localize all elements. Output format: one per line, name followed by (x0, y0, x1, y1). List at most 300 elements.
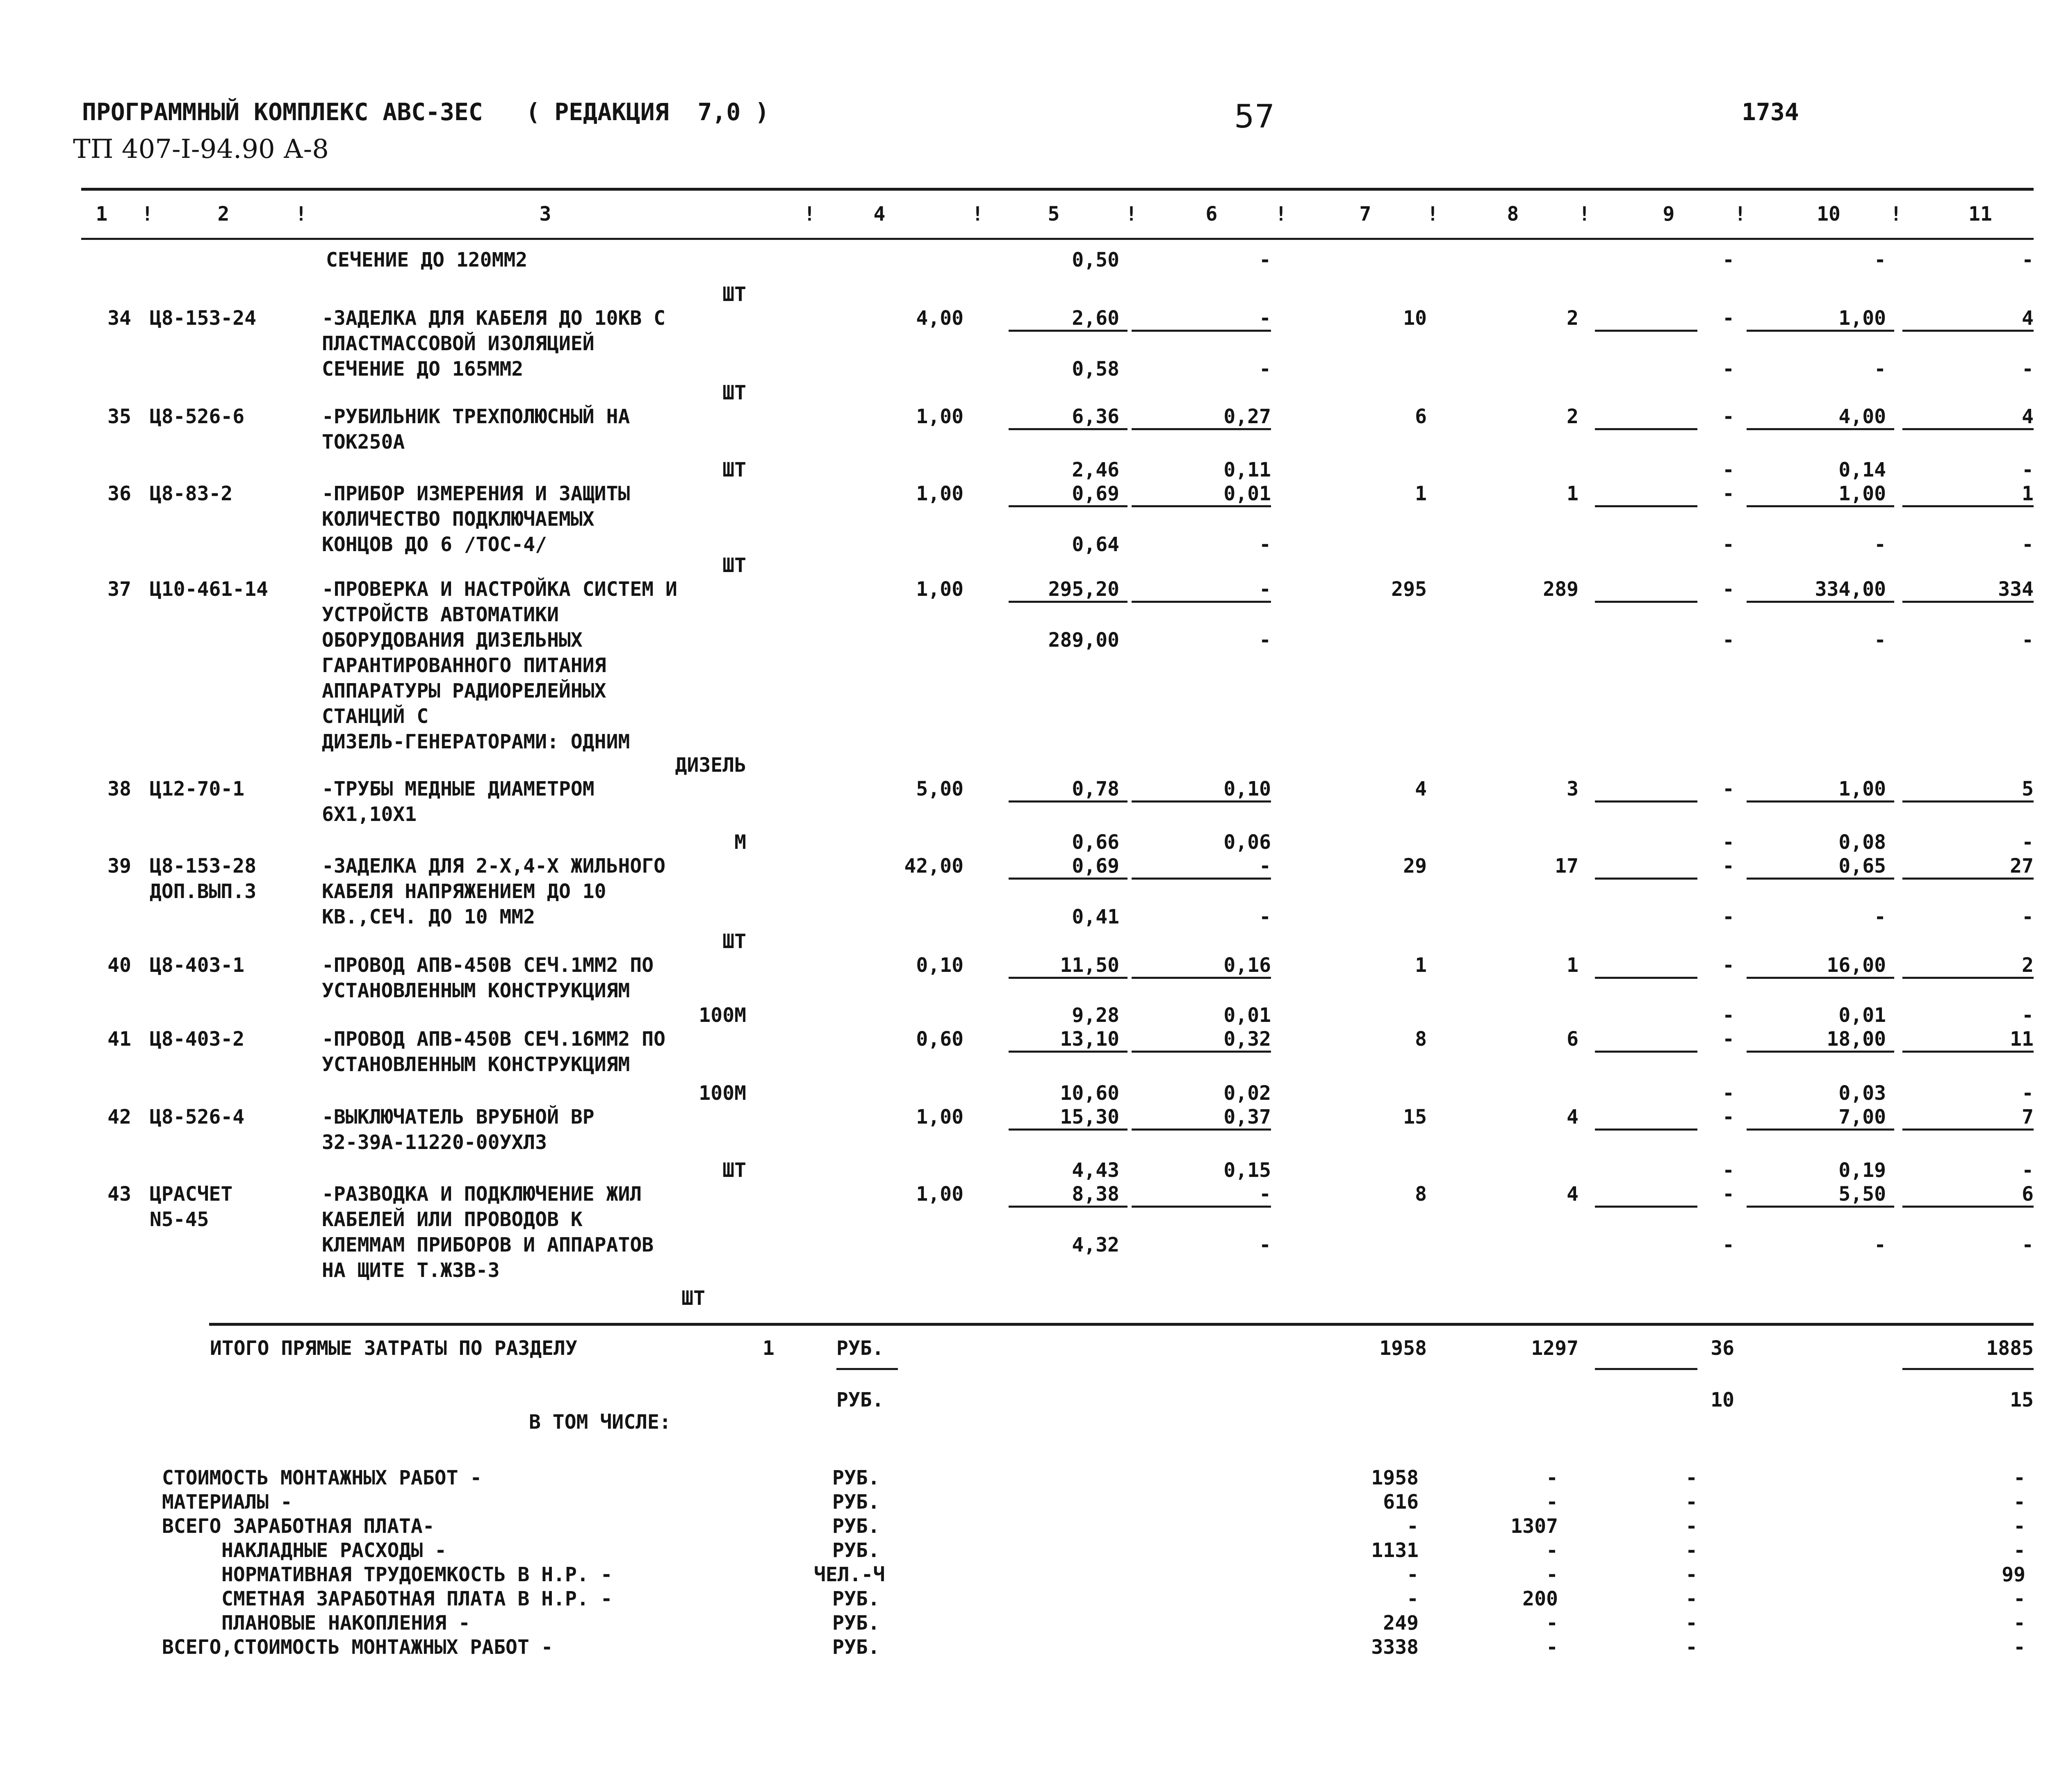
row-description-line: 32-39А-11220-00УХЛ3 (322, 1131, 547, 1154)
summary-c9: - (1686, 1491, 1697, 1514)
row-c9: - (1722, 855, 1734, 878)
row-c9-lower: - (1722, 629, 1734, 652)
row-c5-lower: 0,58 (1072, 358, 1119, 381)
row-c11-rule (1902, 800, 2034, 803)
row-c4: 4,00 (916, 307, 963, 330)
row-c6: - (1259, 578, 1271, 601)
row-description-line: КВ.,СЕЧ. ДО 10 ММ2 (322, 905, 535, 928)
summary-label: СТОИМОСТЬ МОНТАЖНЫХ РАБОТ - (162, 1466, 482, 1489)
summary-label: НАКЛАДНЫЕ РАСХОДЫ - (221, 1539, 447, 1562)
row-c10-rule (1747, 1051, 1894, 1053)
row-code: ЦРАСЧЕТ (150, 1183, 233, 1206)
row-c8: 2 (1567, 405, 1578, 428)
row-c7: 295 (1391, 578, 1427, 601)
totals-c11: 1885 (1986, 1337, 2034, 1360)
row-c9: - (1722, 578, 1734, 601)
row-c5: 295,20 (1048, 578, 1119, 601)
row-description-line: НА ЩИТЕ Т.Ж3В-3 (322, 1259, 500, 1282)
row-c8: 6 (1567, 1028, 1578, 1051)
row-c7: 1 (1415, 954, 1427, 977)
summary-c8: - (1546, 1636, 1558, 1659)
row-c5-rule (1009, 1051, 1128, 1053)
row-c6-rule (1132, 428, 1271, 430)
column-header-5: 5 (1048, 203, 1060, 226)
row-c8: 289 (1543, 578, 1578, 601)
row-extra-c6: 0,06 (1223, 831, 1271, 854)
continuation-c6: - (1259, 249, 1271, 271)
row-extra-c6: 0,02 (1223, 1082, 1271, 1105)
summary-c7: - (1407, 1587, 1419, 1610)
row-c10: 7,00 (1838, 1106, 1886, 1129)
row-c9: - (1722, 482, 1734, 505)
row-unit: 100М (699, 1082, 746, 1105)
row-c5: 0,78 (1072, 777, 1119, 800)
row-unit: ШТ (722, 381, 746, 404)
summary-c8: - (1546, 1612, 1558, 1635)
row-c5-rule (1009, 330, 1128, 332)
row-c6-lower: - (1259, 358, 1271, 381)
row-c9-lower: - (1722, 533, 1734, 556)
column-separator: ! (295, 203, 307, 226)
row-c6-rule (1132, 800, 1271, 803)
row-extra-c9: - (1722, 1082, 1734, 1105)
row-extra-c11: - (2022, 1004, 2034, 1027)
row-unit: ШТ (722, 1159, 746, 1182)
row-c10: 18,00 (1827, 1028, 1886, 1051)
row-description-line: ТОК250А (322, 431, 405, 454)
row-c4: 1,00 (916, 578, 963, 601)
totals-c11-underline (1902, 1368, 2034, 1370)
row-c6-lower: - (1259, 905, 1271, 928)
summary-unit: РУБ. (832, 1466, 880, 1489)
row-description-line: -ВЫКЛЮЧАТЕЛЬ ВРУБНОЙ ВР (322, 1106, 594, 1129)
row-c5-rule (1009, 428, 1128, 430)
totals-c11b: 15 (2010, 1388, 2034, 1411)
row-c10-rule (1747, 1206, 1894, 1208)
row-c9: - (1722, 777, 1734, 800)
column-header-9: 9 (1663, 203, 1675, 226)
row-c6-rule (1132, 1206, 1271, 1208)
row-extra-c11: - (2022, 831, 2034, 854)
row-c10-rule (1747, 977, 1894, 979)
column-separator: ! (1578, 203, 1590, 226)
summary-c8: 1307 (1510, 1515, 1558, 1538)
row-extra-c5: 2,46 (1072, 458, 1119, 481)
summary-c8: - (1546, 1539, 1558, 1562)
row-unit: ШТ (722, 458, 746, 481)
row-c6: - (1259, 307, 1271, 330)
totals-unit-2: РУБ. (836, 1388, 884, 1411)
row-unit: М (734, 831, 746, 854)
row-extra-c6: 0,01 (1223, 1004, 1271, 1027)
summary-label: ВСЕГО,СТОИМОСТЬ МОНТАЖНЫХ РАБОТ - (162, 1636, 553, 1659)
row-number: 35 (107, 405, 131, 428)
row-c6: 0,37 (1223, 1106, 1271, 1129)
row-number: 41 (107, 1028, 131, 1051)
totals-section: 1 (763, 1337, 774, 1360)
totals-c7: 1958 (1379, 1337, 1427, 1360)
row-extra-c5: 0,66 (1072, 831, 1119, 854)
row-c10-lower: - (1874, 358, 1886, 381)
row-c11: 6 (2022, 1183, 2034, 1206)
row-c4: 1,00 (916, 1183, 963, 1206)
row-c7: 1 (1415, 482, 1427, 505)
row-code: ДОП.ВЫП.3 (150, 880, 257, 903)
row-c10: 0,65 (1838, 855, 1886, 878)
row-c9-rule (1595, 800, 1697, 803)
row-c7: 8 (1415, 1028, 1427, 1051)
summary-c11: - (2014, 1539, 2025, 1562)
row-c11: 2 (2022, 954, 2034, 977)
row-c11: 7 (2022, 1106, 2034, 1129)
row-c11-rule (1902, 878, 2034, 880)
row-extra-c10: 0,01 (1838, 1004, 1886, 1027)
summary-label: ПЛАНОВЫЕ НАКОПЛЕНИЯ - (221, 1612, 470, 1635)
row-c8: 17 (1555, 855, 1578, 878)
row-extra-c10: 0,19 (1838, 1159, 1886, 1182)
row-c11-rule (1902, 977, 2034, 979)
summary-c11: - (2014, 1587, 2025, 1610)
row-c9: - (1722, 1028, 1734, 1051)
row-c5-rule (1009, 800, 1128, 803)
row-c5: 0,69 (1072, 855, 1119, 878)
row-c5: 11,50 (1060, 954, 1119, 977)
row-c8: 1 (1567, 954, 1578, 977)
row-c6-lower: - (1259, 1233, 1271, 1256)
sheet-number: 1734 (1742, 98, 1799, 126)
totals-c9b: 10 (1711, 1388, 1734, 1411)
row-description-line: -ЗАДЕЛКА ДЛЯ КАБЕЛЯ ДО 10КВ С (322, 307, 666, 330)
column-header-4: 4 (873, 203, 886, 226)
summary-c7: - (1407, 1515, 1419, 1538)
row-c5-rule (1009, 1206, 1128, 1208)
row-c6: 0,16 (1223, 954, 1271, 977)
summary-c11: - (2014, 1466, 2025, 1489)
row-c6: 0,32 (1223, 1028, 1271, 1051)
row-c9-rule (1595, 977, 1697, 979)
row-code: Ц10-461-14 (150, 578, 268, 601)
row-c7: 4 (1415, 777, 1427, 800)
row-c6-rule (1132, 505, 1271, 507)
row-number: 34 (107, 307, 131, 330)
row-c9-rule (1595, 505, 1697, 507)
summary-c9: - (1686, 1466, 1697, 1489)
row-c5: 8,38 (1072, 1183, 1119, 1206)
column-header-3: 3 (539, 203, 551, 226)
row-c5-rule (1009, 601, 1128, 603)
summary-label: ВСЕГО ЗАРАБОТНАЯ ПЛАТА- (162, 1515, 435, 1538)
row-extra-c11: - (2022, 1159, 2034, 1182)
row-c10: 1,00 (1838, 777, 1886, 800)
column-header-10: 10 (1817, 203, 1840, 226)
continuation-desc: СЕЧЕНИЕ ДО 120ММ2 (326, 249, 528, 271)
totals-c9-underline (1595, 1368, 1697, 1370)
row-c9-lower: - (1722, 358, 1734, 381)
row-description-line: -РАЗВОДКА И ПОДКЛЮЧЕНИЕ ЖИЛ (322, 1183, 642, 1206)
totals-c8: 1297 (1531, 1337, 1578, 1360)
summary-c7: 1131 (1371, 1539, 1419, 1562)
table-top-rule (81, 188, 2034, 191)
summary-c11: - (2014, 1612, 2025, 1635)
summary-c7: 1958 (1371, 1466, 1419, 1489)
row-c11-rule (1902, 1051, 2034, 1053)
summary-c7: 249 (1383, 1612, 1419, 1635)
row-c6-rule (1132, 1129, 1271, 1131)
row-c4: 5,00 (916, 777, 963, 800)
column-separator: ! (1890, 203, 1902, 226)
row-extra-c10: 0,08 (1838, 831, 1886, 854)
row-c4: 1,00 (916, 482, 963, 505)
row-number: 40 (107, 954, 131, 977)
row-c11-rule (1902, 428, 2034, 430)
row-code: Ц8-403-1 (150, 954, 245, 977)
row-c7: 8 (1415, 1183, 1427, 1206)
row-c6: - (1259, 1183, 1271, 1206)
summary-c8: - (1546, 1466, 1558, 1489)
row-description-line: УСТАНОВЛЕННЫМ КОНСТРУКЦИЯМ (322, 979, 630, 1002)
row-c5: 0,69 (1072, 482, 1119, 505)
row-c6-lower: - (1259, 533, 1271, 556)
summary-c9: - (1686, 1636, 1697, 1659)
summary-label: МАТЕРИАЛЫ - (162, 1491, 292, 1514)
row-c6-rule (1132, 1051, 1271, 1053)
row-c10-rule (1747, 505, 1894, 507)
continuation-c5: 0,50 (1072, 249, 1119, 271)
column-header-1: 1 (96, 203, 108, 226)
row-extra-c5: 4,43 (1072, 1159, 1119, 1182)
row-extra-c10: 0,03 (1838, 1082, 1886, 1105)
row-c9: - (1722, 954, 1734, 977)
row-extra-c11: - (2022, 458, 2034, 481)
row-c6: 0,27 (1223, 405, 1271, 428)
totals-unit-underline (836, 1368, 898, 1370)
row-c9-rule (1595, 1129, 1697, 1131)
row-c4: 1,00 (916, 1106, 963, 1129)
summary-label: СМЕТНАЯ ЗАРАБОТНАЯ ПЛАТА В Н.Р. - (221, 1587, 613, 1610)
summary-unit: РУБ. (832, 1612, 880, 1635)
row-c7: 10 (1403, 307, 1427, 330)
column-header-6: 6 (1205, 203, 1218, 226)
row-c8: 4 (1567, 1106, 1578, 1129)
column-header-2: 2 (217, 203, 230, 226)
summary-c11: - (2014, 1636, 2025, 1659)
row-c10: 1,00 (1838, 482, 1886, 505)
row-description-line: СЕЧЕНИЕ ДО 165ММ2 (322, 358, 524, 381)
row-code: Ц8-403-2 (150, 1028, 245, 1051)
continuation-c11: - (2022, 249, 2034, 271)
continuation-c9: - (1722, 249, 1734, 271)
row-unit: ШТ (722, 283, 746, 306)
row-c5-lower: 0,64 (1072, 533, 1119, 556)
summary-c9: - (1686, 1563, 1697, 1586)
row-number: 37 (107, 578, 131, 601)
row-c11-lower: - (2022, 358, 2034, 381)
row-description-line: -РУБИЛЬНИК ТРЕХПОЛЮСНЫЙ НА (322, 405, 630, 428)
summary-unit: РУБ. (832, 1636, 880, 1659)
row-c4: 1,00 (916, 405, 963, 428)
summary-unit: РУБ. (832, 1515, 880, 1538)
summary-c11: - (2014, 1491, 2025, 1514)
row-description-line: КАБЕЛЕЙ ИЛИ ПРОВОДОВ К (322, 1208, 583, 1231)
summary-unit: ЧЕЛ.-Ч (814, 1563, 885, 1586)
row-number: 36 (107, 482, 131, 505)
row-code: Ц8-526-4 (150, 1106, 245, 1129)
row-c11: 334 (1998, 578, 2034, 601)
row-c6-rule (1132, 878, 1271, 880)
row-description-line: -ПРОВЕРКА И НАСТРОЙКА СИСТЕМ И (322, 578, 677, 601)
row-c11: 5 (2022, 777, 2034, 800)
row-description-line: ДИЗЕЛЬ-ГЕНЕРАТОРАМИ: ОДНИМ (322, 730, 630, 753)
summary-unit: РУБ. (832, 1491, 880, 1514)
row-extra-c5: 9,28 (1072, 1004, 1119, 1027)
row-c5-rule (1009, 977, 1128, 979)
row-c8: 1 (1567, 482, 1578, 505)
row-c6-rule (1132, 601, 1271, 603)
row-extra-c9: - (1722, 1004, 1734, 1027)
row-code: Ц8-153-28 (150, 855, 257, 878)
row-c10-rule (1747, 1129, 1894, 1131)
row-c11: 4 (2022, 307, 2034, 330)
totals-rule (209, 1323, 2034, 1326)
row-c11: 11 (2010, 1028, 2034, 1051)
row-unit: ДИЗЕЛЬ (675, 754, 746, 777)
summary-unit: РУБ. (832, 1587, 880, 1610)
row-c10-lower: - (1874, 629, 1886, 652)
row-unit: 100М (699, 1004, 746, 1027)
row-c11-rule (1902, 1206, 2034, 1208)
row-c10: 4,00 (1838, 405, 1886, 428)
row-description-line: -ТРУБЫ МЕДНЫЕ ДИАМЕТРОМ (322, 777, 594, 800)
row-c10-lower: - (1874, 905, 1886, 928)
row-c11-lower: - (2022, 629, 2034, 652)
row-c11: 27 (2010, 855, 2034, 878)
row-description-line: -ПРОВОД АПВ-450В СЕЧ.16ММ2 ПО (322, 1028, 666, 1051)
totals-c9: 36 (1711, 1337, 1734, 1360)
column-separator: ! (1125, 203, 1137, 226)
row-code: Ц8-83-2 (150, 482, 233, 505)
summary-c11: - (2014, 1515, 2025, 1538)
summary-c8: 200 (1522, 1587, 1558, 1610)
row-c7: 29 (1403, 855, 1427, 878)
row-c10: 16,00 (1827, 954, 1886, 977)
row-code: Ц8-526-6 (150, 405, 245, 428)
row-c9: - (1722, 405, 1734, 428)
totals-including: В ТОМ ЧИСЛЕ: (529, 1411, 671, 1434)
row-c5-lower: 4,32 (1072, 1233, 1119, 1256)
row-c5: 2,60 (1072, 307, 1119, 330)
row-c9-rule (1595, 1051, 1697, 1053)
row-number: 42 (107, 1106, 131, 1129)
summary-c9: - (1686, 1587, 1697, 1610)
row-description-line: КАБЕЛЯ НАПРЯЖЕНИЕМ ДО 10 (322, 880, 606, 903)
row-c7: 15 (1403, 1106, 1427, 1129)
row-c9-rule (1595, 330, 1697, 332)
row-c5-rule (1009, 1129, 1128, 1131)
row-c9: - (1722, 1106, 1734, 1129)
row-c6-rule (1132, 330, 1271, 332)
row-c7: 6 (1415, 405, 1427, 428)
column-separator: ! (1427, 203, 1439, 226)
totals-label: ИТОГО ПРЯМЫЕ ЗАТРАТЫ ПО РАЗДЕЛУ (210, 1337, 577, 1360)
row-c11-rule (1902, 1129, 2034, 1131)
row-c9: - (1722, 307, 1734, 330)
row-c11: 4 (2022, 405, 2034, 428)
summary-c7: - (1407, 1563, 1419, 1586)
row-unit: ШТ (722, 930, 746, 953)
column-header-11: 11 (1968, 203, 1992, 226)
row-c4: 0,60 (916, 1028, 963, 1051)
row-extra-c9: - (1722, 1159, 1734, 1182)
continuation-c10: - (1874, 249, 1886, 271)
row-c6: - (1259, 855, 1271, 878)
row-c8: 4 (1567, 1183, 1578, 1206)
row-c5-rule (1009, 505, 1128, 507)
row-c10-rule (1747, 428, 1894, 430)
row-c10-rule (1747, 330, 1894, 332)
row-description-line: СТАНЦИЙ С (322, 705, 429, 728)
row-extra-c6: 0,15 (1223, 1159, 1271, 1182)
column-separator: ! (972, 203, 984, 226)
row-c5: 15,30 (1060, 1106, 1119, 1129)
row-c8: 3 (1567, 777, 1578, 800)
row-c11-lower: - (2022, 1233, 2034, 1256)
row-extra-c9: - (1722, 458, 1734, 481)
row-code: Ц12-70-1 (150, 777, 245, 800)
row-c10-rule (1747, 601, 1894, 603)
totals-unit: РУБ. (836, 1337, 884, 1360)
summary-c8: - (1546, 1491, 1558, 1514)
column-header-7: 7 (1359, 203, 1371, 226)
row-c9-lower: - (1722, 1233, 1734, 1256)
row-description-line: УСТРОЙСТВ АВТОМАТИКИ (322, 603, 559, 626)
summary-c9: - (1686, 1515, 1697, 1538)
row-description-line: КОНЦОВ ДО 6 /ТОС-4/ (322, 533, 547, 556)
row-c4: 42,00 (904, 855, 963, 878)
row-c11-rule (1902, 601, 2034, 603)
row-c5-lower: 0,41 (1072, 905, 1119, 928)
row-unit: ШТ (722, 554, 746, 577)
row-c9: - (1722, 1183, 1734, 1206)
row-c10-rule (1747, 878, 1894, 880)
row-c10: 1,00 (1838, 307, 1886, 330)
row-description-line: КОЛИЧЕСТВО ПОДКЛЮЧАЕМЫХ (322, 508, 594, 531)
row-c6-rule (1132, 977, 1271, 979)
row-description-line: КЛЕММАМ ПРИБОРОВ И АППАРАТОВ (322, 1233, 654, 1256)
row-description-line: -ЗАДЕЛКА ДЛЯ 2-Х,4-Х ЖИЛЬНОГО (322, 855, 666, 878)
row-code: Ц8-153-24 (150, 307, 257, 330)
row-extra-c9: - (1722, 831, 1734, 854)
row-c10-lower: - (1874, 1233, 1886, 1256)
row-c10-lower: - (1874, 533, 1886, 556)
row-number: 43 (107, 1183, 131, 1206)
row-code: N5-45 (150, 1208, 209, 1231)
row-number: 39 (107, 855, 131, 878)
row-description-line: ПЛАСТМАССОВОЙ ИЗОЛЯЦИЕЙ (322, 332, 594, 355)
row-c10: 334,00 (1815, 578, 1886, 601)
row-extra-c6: 0,11 (1223, 458, 1271, 481)
row-description-line: -ПРИБОР ИЗМЕРЕНИЯ И ЗАЩИТЫ (322, 482, 630, 505)
summary-c8: - (1546, 1563, 1558, 1586)
program-title: ПРОГРАММНЫЙ КОМПЛЕКС АВС-3ЕС ( РЕДАКЦИЯ 7,0 ) (82, 98, 770, 126)
column-separator: ! (1275, 203, 1287, 226)
row-description-line: АППАРАТУРЫ РАДИОРЕЛЕЙНЫХ (322, 679, 606, 702)
row-c6-lower: - (1259, 629, 1271, 652)
row-c9-rule (1595, 601, 1697, 603)
row-c5-rule (1009, 878, 1128, 880)
column-separator: ! (141, 203, 153, 226)
row-description-line: ГАРАНТИРОВАННОГО ПИТАНИЯ (322, 654, 606, 677)
row-c6: 0,01 (1223, 482, 1271, 505)
